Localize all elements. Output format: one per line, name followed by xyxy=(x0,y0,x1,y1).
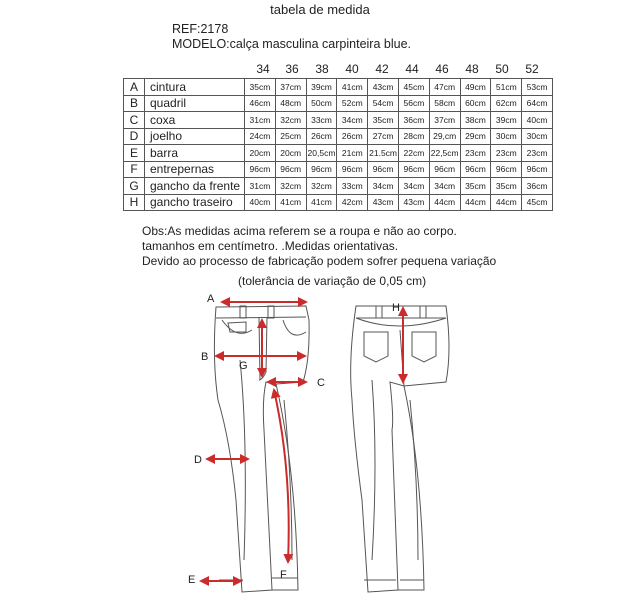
row-letter: E xyxy=(124,145,145,162)
table-cell: 96cm xyxy=(460,161,491,178)
table-cell: 30cm xyxy=(522,128,553,145)
table-cell: 41cm xyxy=(306,194,337,211)
arrow-f xyxy=(274,390,289,562)
table-cell: 32cm xyxy=(275,178,306,195)
label-f: F xyxy=(280,569,287,581)
table-cell: 27cm xyxy=(368,128,399,145)
row-name: gancho traseiro xyxy=(145,194,245,211)
row-letter: A xyxy=(124,79,145,96)
table-cell: 60cm xyxy=(460,95,491,112)
table-cell: 36cm xyxy=(522,178,553,195)
table-cell: 96cm xyxy=(306,161,337,178)
table-cell: 64cm xyxy=(522,95,553,112)
table-cell: 52cm xyxy=(337,95,368,112)
table-cell: 25cm xyxy=(275,128,306,145)
table-cell: 29cm xyxy=(460,128,491,145)
row-name: quadril xyxy=(145,95,245,112)
table-cell: 34cm xyxy=(429,178,460,195)
table-cell: 38cm xyxy=(460,112,491,129)
table-cell: 22cm xyxy=(398,145,429,162)
obs-line-4: (tolerância de variação de 0,05 cm) xyxy=(238,274,427,288)
size-header: 36 xyxy=(285,62,299,76)
table-cell: 34cm xyxy=(368,178,399,195)
table-cell: 43cm xyxy=(368,194,399,211)
table-cell: 34cm xyxy=(337,112,368,129)
table-cell: 35cm xyxy=(245,79,276,96)
table-cell: 40cm xyxy=(522,112,553,129)
size-header: 44 xyxy=(405,62,419,76)
table-cell: 96cm xyxy=(429,161,460,178)
table-cell: 35cm xyxy=(491,178,522,195)
table-cell: 48cm xyxy=(275,95,306,112)
table-cell: 44cm xyxy=(491,194,522,211)
size-header: 34 xyxy=(256,62,270,76)
table-cell: 96cm xyxy=(491,161,522,178)
table-cell: 21.5cm xyxy=(368,145,399,162)
row-name: cintura xyxy=(145,79,245,96)
table-cell: 58cm xyxy=(429,95,460,112)
table-cell: 31cm xyxy=(245,112,276,129)
table-cell: 20,5cm xyxy=(306,145,337,162)
row-name: gancho da frente xyxy=(145,178,245,195)
table-cell: 43cm xyxy=(368,79,399,96)
table-cell: 50cm xyxy=(306,95,337,112)
row-name: entrepernas xyxy=(145,161,245,178)
table-cell: 22,5cm xyxy=(429,145,460,162)
size-header: 48 xyxy=(465,62,479,76)
table-cell: 35cm xyxy=(460,178,491,195)
label-a: A xyxy=(207,293,215,305)
table-cell: 20cm xyxy=(245,145,276,162)
table-cell: 96cm xyxy=(245,161,276,178)
table-cell: 23cm xyxy=(491,145,522,162)
table-cell: 34cm xyxy=(398,178,429,195)
table-cell: 42cm xyxy=(337,194,368,211)
table-cell: 26cm xyxy=(306,128,337,145)
size-header: 46 xyxy=(435,62,449,76)
row-name: joelho xyxy=(145,128,245,145)
row-letter: G xyxy=(124,178,145,195)
table-cell: 32cm xyxy=(275,112,306,129)
table-cell: 47cm xyxy=(429,79,460,96)
table-cell: 45cm xyxy=(398,79,429,96)
size-header: 42 xyxy=(375,62,389,76)
label-g: G xyxy=(239,360,248,372)
table-cell: 96cm xyxy=(275,161,306,178)
row-name: coxa xyxy=(145,112,245,129)
table-cell: 37cm xyxy=(429,112,460,129)
label-b: B xyxy=(201,351,209,363)
table-cell: 39cm xyxy=(306,79,337,96)
row-letter: B xyxy=(124,95,145,112)
table-cell: 20cm xyxy=(275,145,306,162)
obs-line-1: Obs:As medidas acima referem se a roupa e não ao corpo. xyxy=(142,224,457,238)
table-cell: 49cm xyxy=(460,79,491,96)
table-cell: 23cm xyxy=(460,145,491,162)
label-d: D xyxy=(194,454,202,466)
table-cell: 29,cm xyxy=(429,128,460,145)
label-c: C xyxy=(317,377,325,389)
table-cell: 96cm xyxy=(398,161,429,178)
table-cell: 56cm xyxy=(398,95,429,112)
table-cell: 54cm xyxy=(368,95,399,112)
table-cell: 21cm xyxy=(337,145,368,162)
table-cell: 44cm xyxy=(429,194,460,211)
table-cell: 40cm xyxy=(245,194,276,211)
table-cell: 43cm xyxy=(398,194,429,211)
table-cell: 33cm xyxy=(337,178,368,195)
table-cell: 32cm xyxy=(306,178,337,195)
table-cell: 31cm xyxy=(245,178,276,195)
obs-line-2: tamanhos em centímetro. .Medidas orientativas. xyxy=(142,239,399,253)
table-cell: 44cm xyxy=(460,194,491,211)
table-cell: 96cm xyxy=(368,161,399,178)
table-cell: 24cm xyxy=(245,128,276,145)
row-name: barra xyxy=(145,145,245,162)
label-e: E xyxy=(188,574,196,586)
size-header: 38 xyxy=(315,62,329,76)
table-cell: 41cm xyxy=(337,79,368,96)
table-cell: 53cm xyxy=(522,79,553,96)
table-cell: 28cm xyxy=(398,128,429,145)
back-pants-drawing xyxy=(351,306,449,592)
model-description: MODELO:calça masculina carpinteira blue. xyxy=(172,37,411,51)
size-header: 50 xyxy=(495,62,509,76)
size-header: 52 xyxy=(525,62,539,76)
table-cell: 96cm xyxy=(522,161,553,178)
table-cell: 30cm xyxy=(491,128,522,145)
table-cell: 39cm xyxy=(491,112,522,129)
row-letter: D xyxy=(124,128,145,145)
table-cell: 62cm xyxy=(491,95,522,112)
table-cell: 33cm xyxy=(306,112,337,129)
reference-code: REF:2178 xyxy=(172,22,229,36)
table-cell: 41cm xyxy=(275,194,306,211)
table-cell: 23cm xyxy=(522,145,553,162)
table-cell: 96cm xyxy=(337,161,368,178)
obs-line-3: Devido ao processo de fabricação podem sofrer pequena variação xyxy=(142,254,497,268)
row-letter: C xyxy=(124,112,145,129)
label-h: H xyxy=(392,302,400,314)
row-letter: H xyxy=(124,194,145,211)
table-cell: 37cm xyxy=(275,79,306,96)
page-title: tabela de medida xyxy=(270,2,370,17)
table-cell: 35cm xyxy=(368,112,399,129)
table-cell: 45cm xyxy=(522,194,553,211)
table-cell: 46cm xyxy=(245,95,276,112)
row-letter: F xyxy=(124,161,145,178)
table-cell: 26cm xyxy=(337,128,368,145)
table-cell: 36cm xyxy=(398,112,429,129)
size-header: 40 xyxy=(345,62,359,76)
table-cell: 51cm xyxy=(491,79,522,96)
